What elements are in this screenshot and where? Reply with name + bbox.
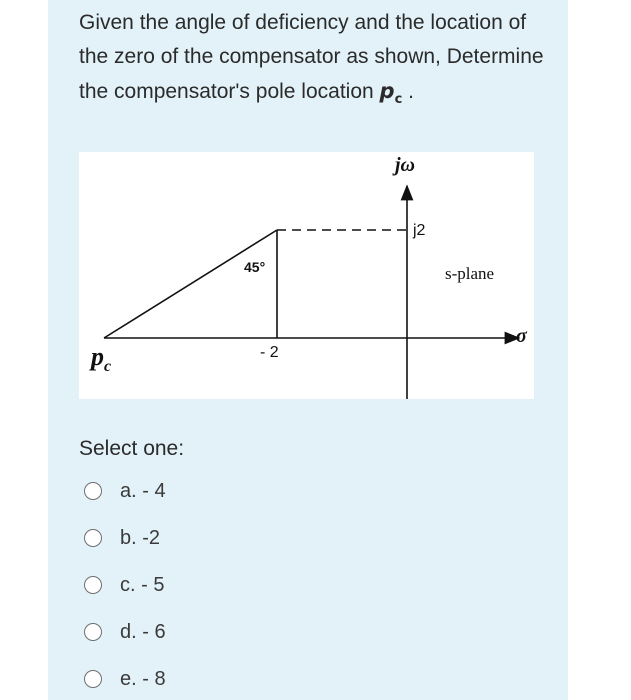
option-label: b. -2 — [120, 526, 161, 549]
option-a[interactable] — [84, 476, 166, 506]
pc-letter: p — [91, 342, 104, 371]
pc-label — [91, 342, 111, 376]
option-label: d. - 6 — [120, 620, 166, 643]
radio-button[interactable] — [84, 482, 102, 500]
radio-button[interactable] — [84, 529, 102, 547]
question-body: Given the angle of deficiency and the location of the zero of the compensator as shown, Determine the compensator's pole location — [79, 11, 544, 103]
option-label: a. - 4 — [120, 479, 166, 502]
radio-button[interactable] — [84, 623, 102, 641]
pole-letter: p — [379, 79, 395, 103]
option-b[interactable] — [84, 523, 160, 553]
option-label: c. - 5 — [120, 573, 165, 596]
radio-button[interactable] — [84, 576, 102, 594]
j2-label: j2 — [413, 222, 426, 239]
pole-subscript: c — [394, 92, 403, 108]
sigma-label: σ — [516, 325, 527, 347]
select-one-label: Select one: — [79, 437, 185, 460]
option-c[interactable] — [84, 570, 164, 600]
zero-label: - 2 — [260, 344, 279, 361]
question-suffix: . — [402, 80, 414, 103]
radio-button[interactable] — [84, 670, 102, 688]
jw-label: jω — [395, 154, 416, 176]
pc-subscript: c — [104, 358, 112, 376]
option-d[interactable] — [84, 617, 166, 647]
angle-label: 45° — [244, 259, 266, 275]
s-plane-label: s-plane — [445, 264, 495, 283]
pole-angle-line — [104, 230, 277, 338]
option-label: e. - 8 — [120, 667, 166, 690]
question-text — [79, 6, 549, 117]
s-plane-figure — [79, 152, 534, 399]
option-e[interactable] — [84, 664, 166, 694]
pole-symbol — [379, 79, 403, 108]
